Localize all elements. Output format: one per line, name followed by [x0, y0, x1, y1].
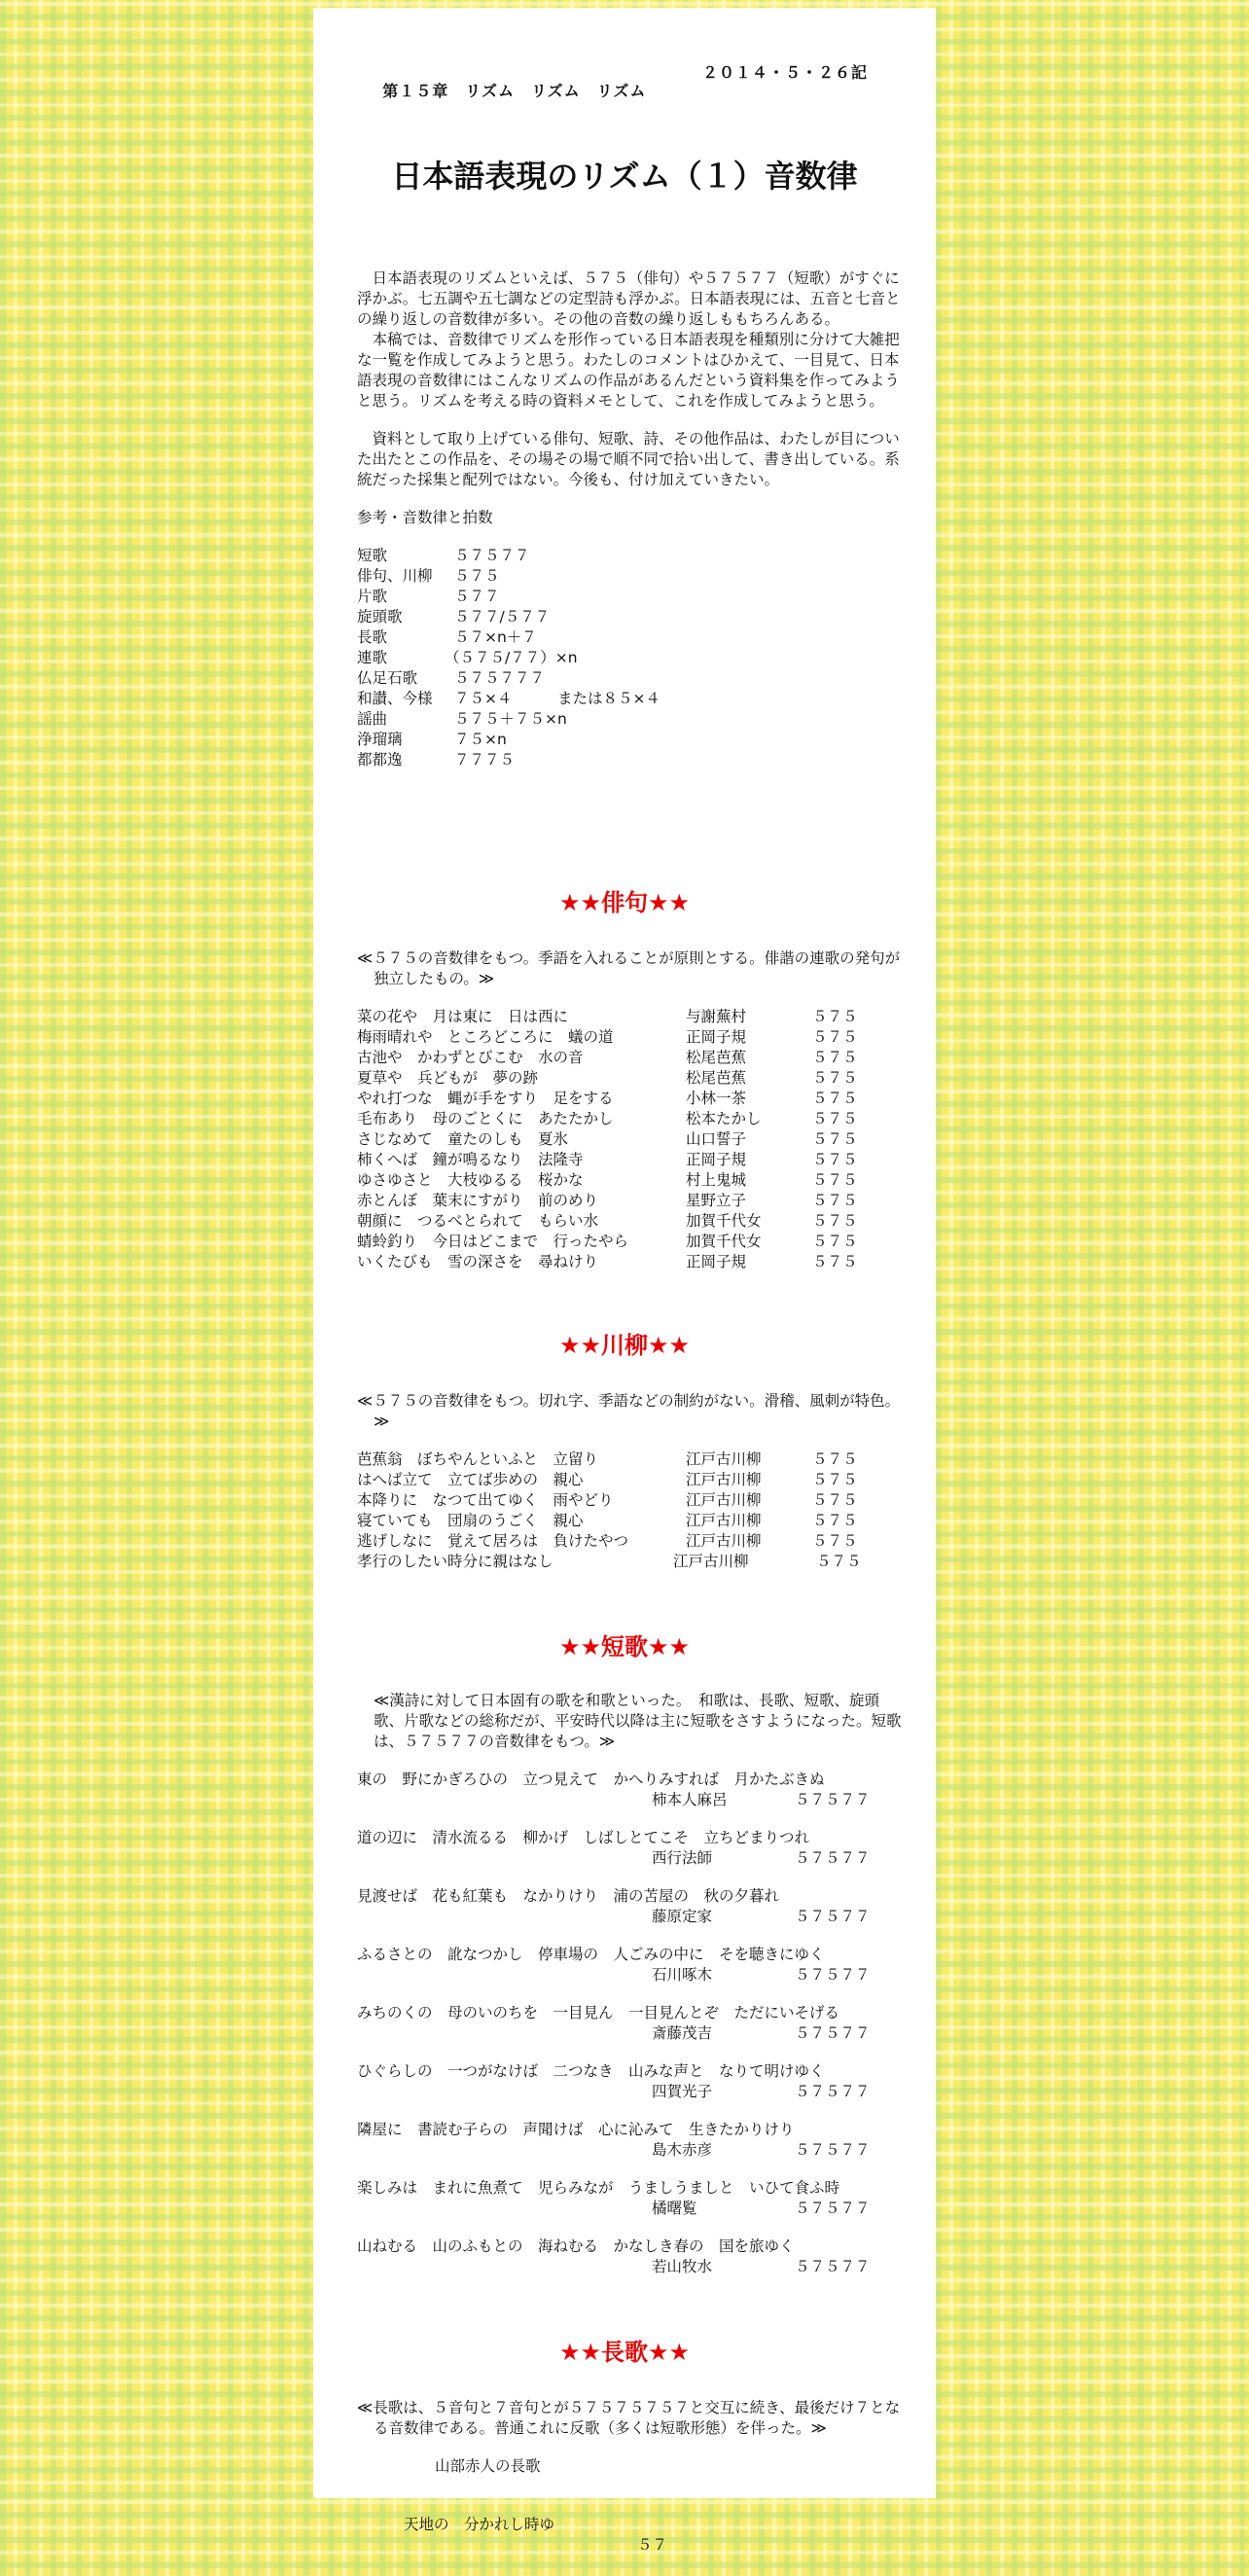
list-item: ひぐらしの 一つがなけば 二つなき 山みな声と なりて明けゆく 四賀光子 ５７５７７: [357, 2062, 871, 2100]
tanka-heading: ★★短歌★★: [558, 1633, 691, 1661]
haiku-list: [357, 1007, 902, 1272]
poem-title: 山部赤人の長歌: [435, 2457, 541, 2475]
list-item: 孝行のしたい時分に親はなし 江戸古川柳 ５７５: [357, 1553, 862, 1570]
senryu-heading: ★★川柳★★: [558, 1332, 691, 1359]
list-item: 仏足石歌 ５７５７７７: [357, 669, 546, 687]
list-item: 浄瑠璃 ７５×n: [357, 731, 507, 748]
list-item: 片歌 ５７７: [357, 588, 500, 605]
intro-paragraph: 日本語表現のリズムといえば、５７５（俳句）や５７５７７（短歌）がすぐに浮かぶ。七五調や五七調などの定型詩も浮かぶ。日本語表現には、五音と七音との繰り返しの音数律が多い。その他の音数の繰り返しももちろんある。: [357, 269, 901, 328]
list-item: 東の 野にかぎろひの 立つ見えて かへりみすれば 月かたぶきぬ 柿本人麻呂 ５７５７７: [357, 1771, 871, 1808]
tanka-note: ≪漢詩に対して日本固有の歌を和歌といった。 和歌は、長歌、短歌、旋頭歌、片歌などの総称だが、平安時代以降は主に短歌をさすようになった。短歌は、５７５７７の音数律をもつ。≫: [374, 1692, 902, 1750]
list-item: はへば立て 立てば歩めの 親心 江戸古川柳 ５７５: [357, 1471, 858, 1488]
article-page: [313, 8, 936, 2554]
chapter-title: 第１５章 リズム リズム リズム: [382, 82, 647, 100]
list-item: 毛布あり 母のごとくに あたたかし 松本たかし ５７５: [357, 1110, 858, 1127]
page-title: 日本語表現のリズム（１）音数律: [391, 158, 858, 195]
haiku-note: ≪５７５の音数律をもつ。季語を入れることが原則とする。俳諧の連歌の発句が独立したもの。≫: [357, 949, 901, 987]
list-item: 逃げしなに 覚えて居ろは 負けたやつ 江戸古川柳 ５７５: [357, 1532, 858, 1550]
list-item: 短歌 ５７５７７: [357, 547, 530, 564]
list-item: 柿くへば 鐘が鳴るなり 法隆寺 正岡子規 ５７５: [357, 1151, 858, 1168]
list-item: やれ打つな 蝿が手をすり 足をする 小林一茶 ５７５: [357, 1090, 858, 1107]
list-item: 旋頭歌 ５７７/５７７: [357, 608, 551, 626]
choka-heading: ★★長歌★★: [558, 2339, 691, 2366]
senryu-section: [357, 1391, 902, 1572]
choka-note: ≪長歌は、５音句と７音句とが５７５７５７５７と交互に続き、最後だけ７となる音数律である。普通これに反歌（多くは短歌形態）を伴った。≫: [357, 2399, 901, 2437]
list-item: 長歌 ５７×n＋７: [357, 628, 537, 646]
list-item: みちのくの 母のいのちを 一目見ん 一目見んとぞ ただにいそげる 斎藤茂吉 ５７５７７: [357, 2004, 871, 2042]
list-item: 謡曲 ５７５＋７５×n: [357, 710, 567, 728]
list-item: ゆさゆさと 大枝ゆるる 桜かな 村上鬼城 ５７５: [357, 1171, 858, 1189]
entry-date: ２０１４・５・２６記: [702, 63, 869, 82]
list-item: 山ねむる 山のふもとの 海ねむる かなしき春の 国を旅ゆく 若山牧水 ５７５７７: [357, 2237, 871, 2275]
list-item: 楽しみは まれに魚煮て 児らみなが うましうましと いひて食ふ時 橘曙覧 ５７５７７: [357, 2179, 871, 2217]
reference-title: 参考・音数律と拍数: [357, 509, 493, 526]
meter-reference-list: [357, 546, 902, 770]
list-item: 天地の 分かれし時ゆ ５７: [404, 2516, 668, 2554]
list-item: 夏草や 兵どもが 夢の跡 松尾芭蕉 ５７５: [357, 1069, 858, 1087]
list-item: 朝顔に つるべとられて もらい水 加賀千代女 ５７５: [357, 1212, 858, 1230]
haiku-section: [357, 948, 902, 1272]
list-item: 梅雨晴れや ところどころに 蟻の道 正岡子規 ５７５: [357, 1028, 858, 1046]
list-item: 道の辺に 清水流るる 柳かげ しばしとてこそ 立ちどまりつれ 西行法師 ５７５７７: [357, 1829, 871, 1867]
haiku-heading: ★★俳句★★: [558, 889, 691, 916]
intro-paragraph: 本稿では、音数律でリズムを形作っている日本語表現を種類別に分けて大雑把な一覧を作成してみようと思う。わたしのコメントはひかえて、一目見て、日本語表現の音数律にはこんなリズムの作品があるんだという資料集を作ってみようと思う。リズムを考える時の資料メモとして、これを作成してみようと思う。: [357, 331, 900, 410]
list-item: 蜻蛉釣り 今日はどこまで 行ったやら 加賀千代女 ５７５: [357, 1233, 858, 1250]
list-item: 赤とんぼ 葉末にすがり 前のめり 星野立子 ５７５: [357, 1192, 858, 1209]
list-item: 寝ていても 団扇のうごく 親心 江戸古川柳 ５７５: [357, 1512, 858, 1529]
tanka-section: [357, 1691, 902, 2295]
intro-section: [357, 268, 902, 770]
list-item: 見渡せば 花も紅葉も なかりけり 浦の苫屋の 秋の夕暮れ 藤原定家 ５７５７７: [357, 1887, 871, 1925]
list-item: さじなめて 童たのしも 夏氷 山口誓子 ５７５: [357, 1130, 858, 1148]
list-item: ふるさとの 訛なつかし 停車場の 人ごみの中に そを聴きにゆく 石川啄木 ５７５７７: [357, 1946, 871, 1984]
list-item: いくたびも 雪の深さを 尋ねけり 正岡子規 ５７５: [357, 1253, 858, 1270]
tanka-list: [357, 1770, 902, 2277]
choka-section: [357, 2398, 902, 2554]
chapter-header: [357, 60, 902, 138]
list-item: 都都逸 ７７７５: [357, 751, 516, 769]
list-item: 連歌 （５７５/７７）×n: [357, 649, 578, 666]
list-item: 和讃、今様 ７５×４ または８５×４: [357, 690, 660, 707]
list-item: 隣屋に 書読む子らの 声聞けば 心に沁みて 生きたかりけり 島木赤彦 ５７５７７: [357, 2121, 871, 2159]
senryu-note: ≪５７５の音数律をもつ。切れ字、季語などの制約がない。滑稽、風刺が特色。≫: [357, 1392, 901, 1430]
list-item: 本降りに なつて出てゆく 雨やどり 江戸古川柳 ５７５: [357, 1491, 858, 1509]
list-item: 俳句、川柳 ５７５: [357, 567, 500, 585]
list-item: 芭蕉翁 ぼちやんといふと 立留り 江戸古川柳 ５７５: [357, 1450, 858, 1468]
list-item: 古池や かわずとびこむ 水の音 松尾芭蕉 ５７５: [357, 1049, 858, 1066]
intro-paragraph: 資料として取り上げている俳句、短歌、詩、その他作品は、わたしが目についた出たとこの作品を、その場その場で順不同で拾い出して、書き出している。系統だった採集と配列ではない。今後も、付け加えていきたい。: [357, 430, 900, 488]
senryu-list: [357, 1449, 902, 1572]
list-item: 菜の花や 月は東に 日は西に 与謝蕪村 ５７５: [357, 1008, 858, 1025]
